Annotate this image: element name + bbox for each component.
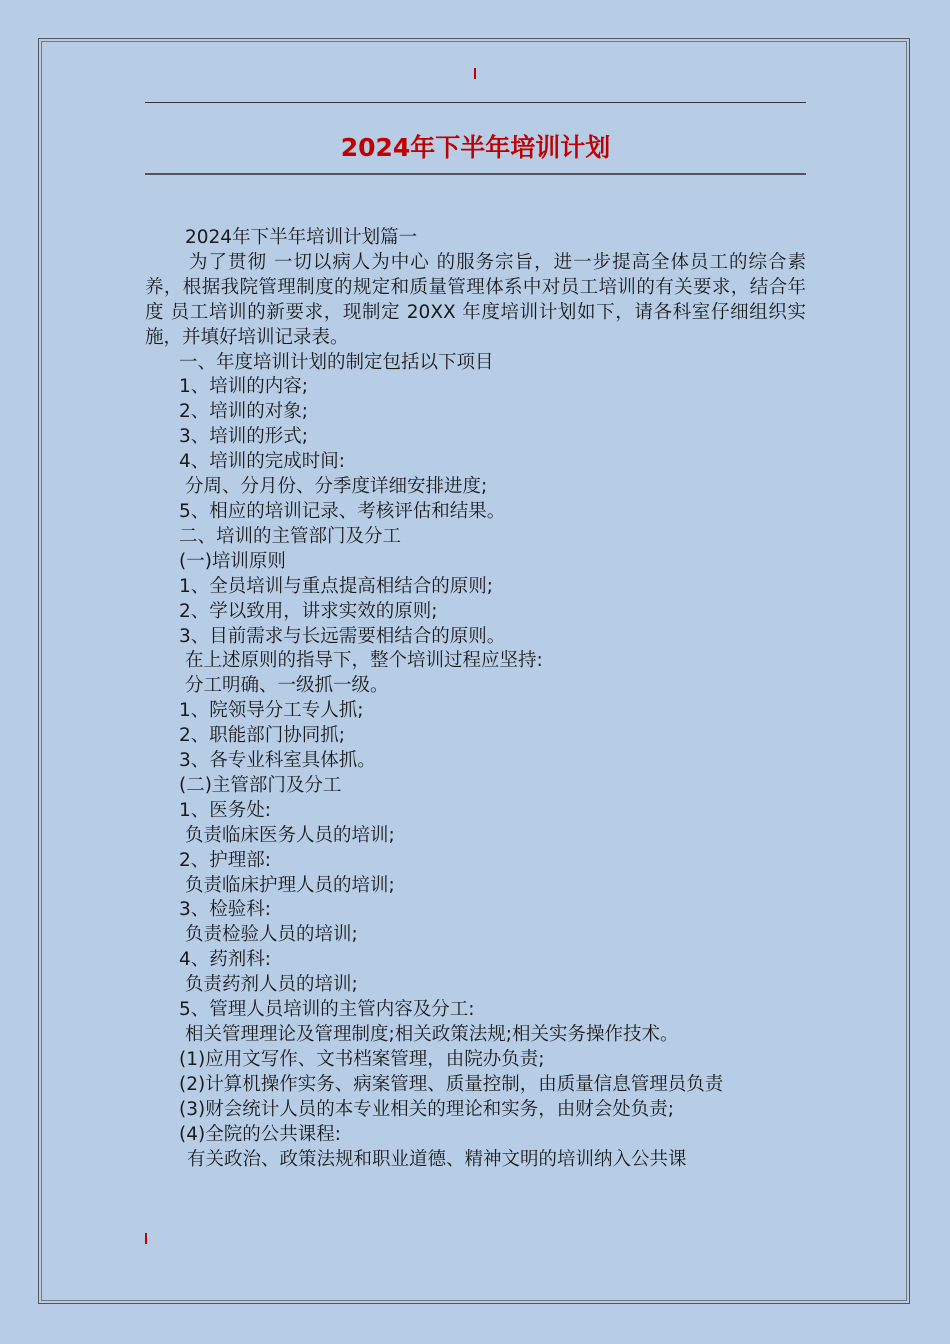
paragraph: 相关管理理论及管理制度;相关政策法规;相关实务操作技术。 — [185, 1024, 679, 1045]
paragraph: 1、培训的内容; — [179, 376, 309, 398]
paragraph: 2024年下半年培训计划篇一 — [185, 227, 418, 248]
paragraph: 3、培训的形式; — [179, 426, 309, 448]
paragraph: 分周、分月份、分季度详细安排进度; — [185, 476, 488, 498]
paragraph: 1、全员培训与重点提高相结合的原则; — [179, 575, 494, 597]
paragraph: 5、相应的培训记录、考核评估和结果。 — [179, 500, 506, 522]
paragraph: 分工明确、一级抓一级。 — [185, 675, 389, 697]
header-mark — [474, 68, 476, 79]
paragraph: 3、各专业科室具体抓。 — [179, 750, 376, 772]
paragraph: 2、职能部门协同抓; — [179, 725, 346, 747]
paragraph: (3)财会统计人员的本专业相关的理论和实务，由财会处负责; — [179, 1098, 674, 1120]
paragraph: 负责检验人员的培训; — [185, 924, 358, 946]
paragraph: 2、学以致用，讲求实效的原则; — [179, 600, 438, 622]
paragraph: 2、护理部: — [179, 849, 272, 871]
paragraph: (1)应用文写作、文书档案管理，由院办负责; — [179, 1048, 545, 1070]
paragraph: 3、检验科: — [179, 899, 272, 921]
paragraph: 在上述原则的指导下，整个培训过程应坚持: — [185, 650, 543, 672]
paragraph: 5、管理人员培训的主管内容及分工: — [179, 999, 475, 1021]
paragraph: (一)培训原则 — [179, 550, 286, 572]
paragraph: (2)计算机操作实务、病案管理、质量控制，由质量信息管理员负责 — [179, 1073, 724, 1095]
paragraph: (二)主管部门及分工 — [179, 774, 342, 796]
footer-mark — [145, 1233, 147, 1244]
paragraph: 为了贯彻 一切以病人为中心 的服务宗旨，进一步提高全体员工的综合素养，根据我院管理制度的规定和质量管理体系中对员工培训的有关要求，结合年度 员工培训的新要求，现制定 20XX 年度培训计划如下，请各科室仔细组织实施，并填好培训记录表。 — [145, 251, 806, 348]
paragraph: 4、药剂科: — [179, 949, 272, 971]
document-title: 2024年下半年培训计划 — [340, 133, 611, 162]
paragraph: 一、年度培训计划的制定包括以下项目 — [179, 351, 494, 373]
paragraph: 1、院领导分工专人抓; — [179, 700, 364, 722]
document-body — [145, 226, 806, 1172]
paragraph: 负责临床护理人员的培训; — [185, 874, 395, 896]
paragraph: 2、培训的对象; — [179, 401, 309, 423]
paragraph: 4、培训的完成时间: — [179, 451, 346, 473]
paragraph: 1、医务处: — [179, 799, 272, 821]
paragraph: 负责临床医务人员的培训; — [185, 824, 395, 846]
paragraph: 二、培训的主管部门及分工 — [179, 525, 402, 547]
paragraph: 有关政治、政策法规和职业道德、精神文明的培训纳入公共课 — [187, 1148, 687, 1170]
paragraph: (4)全院的公共课程: — [179, 1123, 341, 1145]
paragraph: 负责药剂人员的培训; — [185, 974, 358, 996]
title-rule — [145, 173, 806, 175]
header-rule — [145, 102, 806, 103]
paragraph: 3、目前需求与长远需要相结合的原则。 — [179, 625, 506, 647]
